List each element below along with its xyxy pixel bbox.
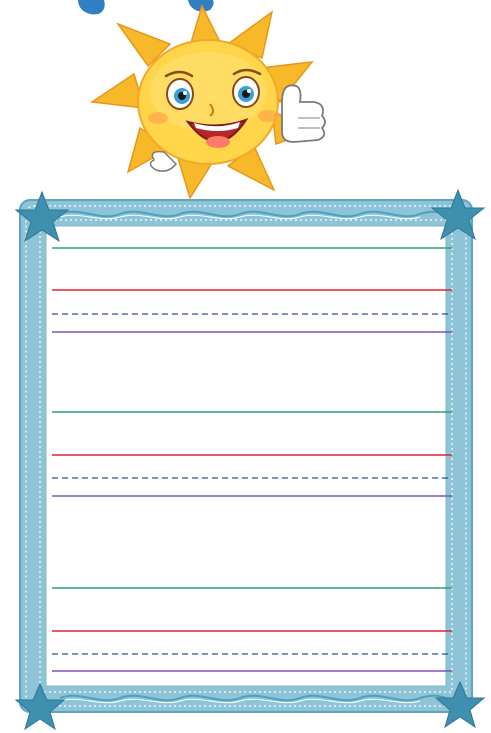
top-bubbles [78, 0, 214, 14]
page-frame [20, 200, 472, 712]
smiling-sun-thumbs-up-icon [92, 6, 325, 198]
thumbs-up-hand [282, 85, 325, 142]
blue-bubble-icon [78, 0, 105, 14]
